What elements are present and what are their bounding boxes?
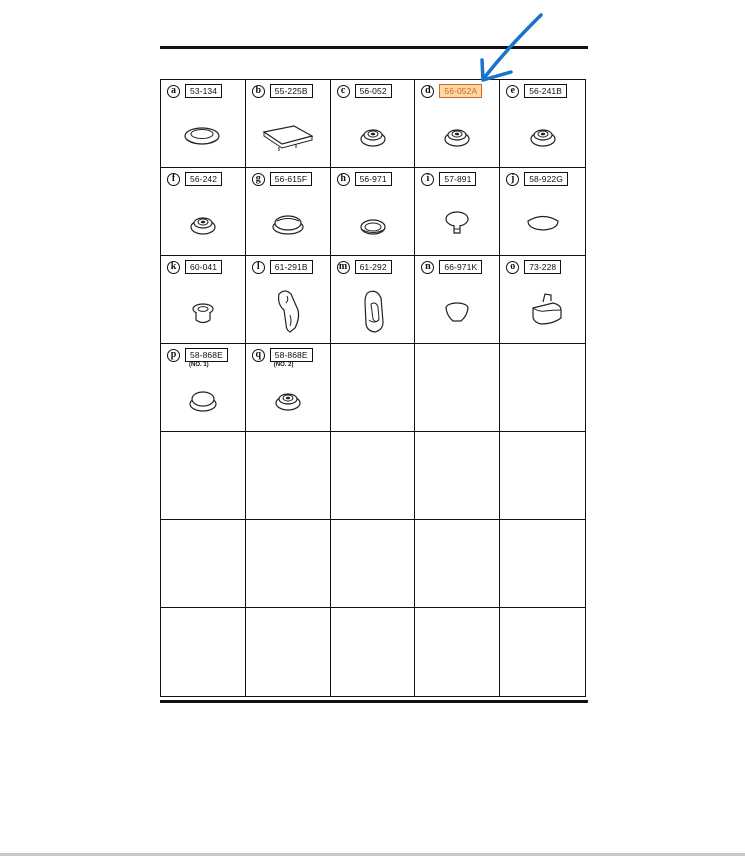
part-header [167,348,228,362]
round-grommet-icon [415,106,499,162]
part-code: 61-291B [270,260,313,274]
part-letter: g [252,173,265,186]
part-code: 56-971 [355,172,392,186]
part-letter: d [421,85,434,98]
empty-cell [500,520,585,608]
empty-cell [331,608,416,696]
empty-cell [246,608,331,696]
part-cell [161,344,246,432]
part-cell [246,344,331,432]
part-letter: i [421,173,434,186]
part-header [337,260,392,274]
part-cell [500,80,585,168]
part-cell [331,256,416,344]
part-cell [415,256,500,344]
part-code: 53-134 [185,84,222,98]
block-plug-icon [500,282,585,338]
part-code: 58-922G [524,172,568,186]
part-code: 61-292 [355,260,392,274]
part-letter: h [337,173,350,186]
solid-grommet-icon [161,370,245,426]
part-code: 66-971K [439,260,482,274]
part-header [337,84,392,98]
part-code: 55-225B [270,84,313,98]
part-cell [500,168,585,256]
part-header [506,84,567,98]
bottom-rule [160,700,588,703]
part-code: 57-891 [439,172,476,186]
loop-clip-icon [331,282,415,338]
part-header [421,84,482,98]
part-header [252,84,313,98]
part-code: 60-041 [185,260,222,274]
part-letter: p [167,349,180,362]
part-cell [161,168,246,256]
part-cell [331,80,416,168]
part-letter: q [252,349,265,362]
round-grommet-icon [246,370,330,426]
part-note: (NO. 1) [189,362,209,368]
empty-cell [331,432,416,520]
part-header [167,84,222,98]
part-code: 56-615F [270,172,312,186]
empty-cell [415,432,500,520]
tapered-plug-icon [415,282,499,338]
part-letter: a [167,85,180,98]
part-code: 58-868E [185,348,228,362]
domed-plug-icon [246,194,330,250]
part-header [337,172,392,186]
round-grommet-icon [331,106,415,162]
part-header [421,260,482,274]
part-letter: m [337,261,350,274]
part-header [506,172,568,186]
empty-cell [415,608,500,696]
parts-grid [160,79,586,697]
part-cell [331,168,416,256]
part-letter: c [337,85,350,98]
part-code: 56-052A [439,84,482,98]
round-grommet-icon [500,106,585,162]
empty-cell [161,432,246,520]
empty-cell [331,520,416,608]
round-grommet-icon [161,194,245,250]
dome-cap-icon [500,194,585,250]
part-letter: j [506,173,519,186]
part-code: 56-242 [185,172,222,186]
part-header [167,172,222,186]
part-letter: e [506,85,519,98]
flat-ring-icon [331,194,415,250]
part-cell [500,256,585,344]
part-header [421,172,476,186]
part-code: 56-241B [524,84,567,98]
hook-clip-icon [246,282,330,338]
part-header [252,348,313,362]
empty-cell [161,608,246,696]
empty-cell [246,432,331,520]
part-header [506,260,561,274]
empty-cell [500,344,585,432]
empty-cell [161,520,246,608]
cup-bushing-icon [161,282,245,338]
empty-cell [415,520,500,608]
part-cell [161,256,246,344]
part-code: 56-052 [355,84,392,98]
part-header [252,260,313,274]
empty-cell [246,520,331,608]
top-rule [160,46,588,49]
part-letter: k [167,261,180,274]
empty-cell [500,608,585,696]
mushroom-clip-icon [415,194,499,250]
part-code: 58-868E [270,348,313,362]
part-header [167,260,222,274]
part-header [252,172,312,186]
empty-cell [331,344,416,432]
empty-cell [500,432,585,520]
part-cell [415,80,500,168]
part-cell [246,168,331,256]
rectangular-plug-icon [246,106,330,162]
part-cell [246,80,331,168]
part-letter: o [506,261,519,274]
empty-cell [415,344,500,432]
part-cell [246,256,331,344]
part-letter: f [167,173,180,186]
part-letter: n [421,261,434,274]
part-letter: l [252,261,265,274]
part-code: 73-228 [524,260,561,274]
part-note: (NO. 2) [273,362,294,368]
part-cell [161,80,246,168]
part-letter: b [252,85,265,98]
part-cell [415,168,500,256]
oval-grommet-icon [161,106,245,162]
